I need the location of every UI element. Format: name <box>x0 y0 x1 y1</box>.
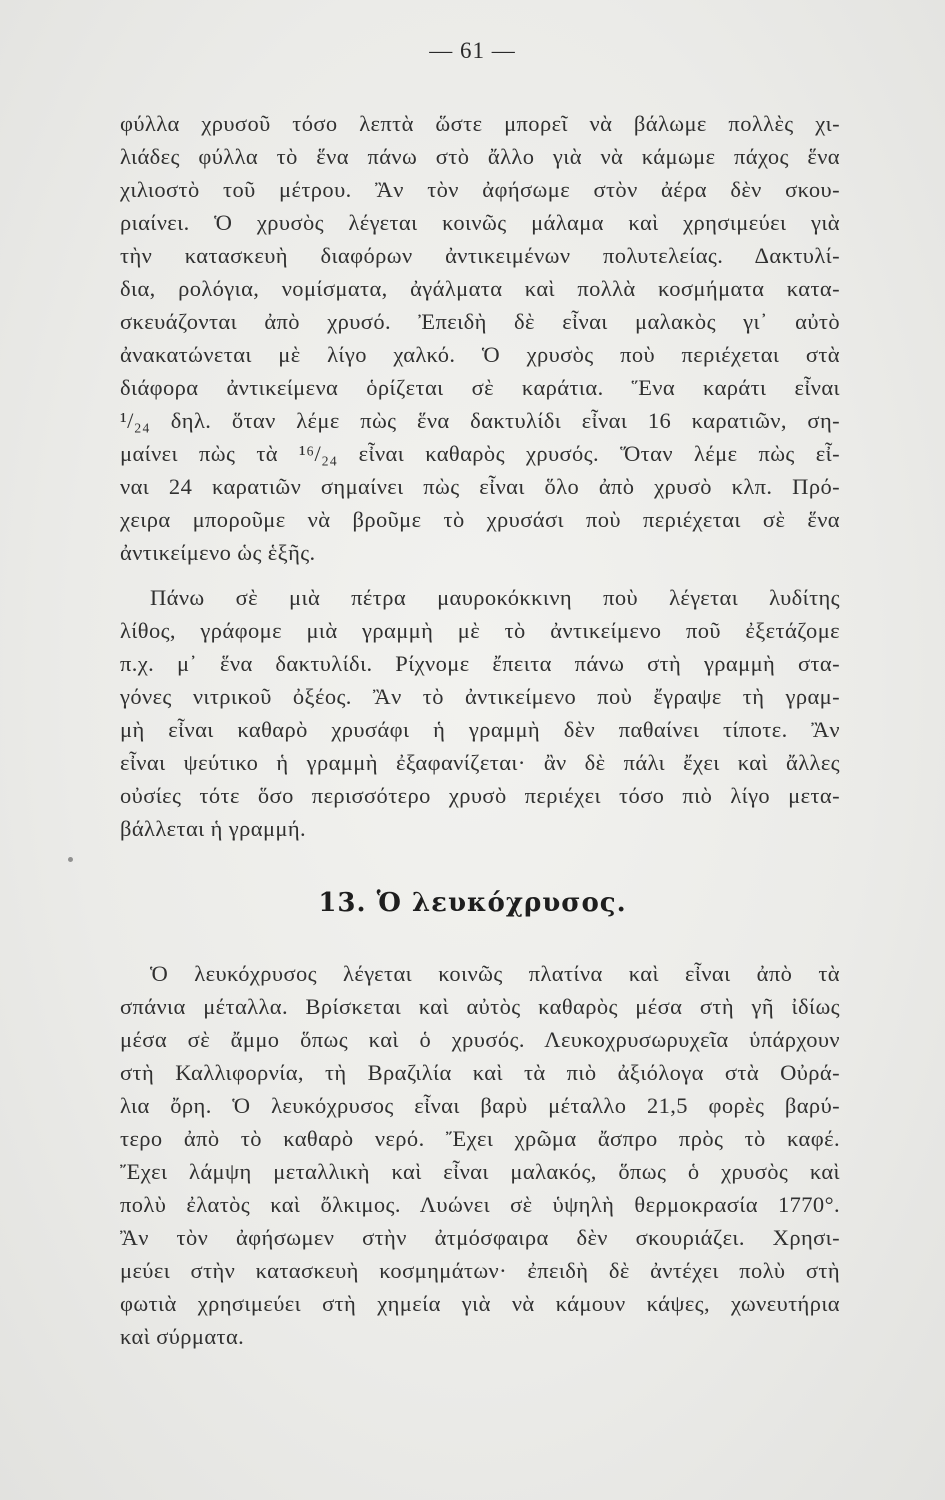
text-line: π.χ. μ᾿ ἕνα δακτυλίδι. Ρίχνομε ἔπειτα πάνω στὴ γραμμὴ στα- <box>120 651 840 676</box>
text-line: σκευάζονται ἀπὸ χρυσό. Ἐπειδὴ δὲ εἶναι μαλακὸς γι᾿ αὐτὸ <box>120 309 840 334</box>
text-line: καὶ σύρματα. <box>120 1324 245 1349</box>
page-number: — 61 — <box>429 38 516 63</box>
text-line: διάφορα ἀντικείμενα ὁρίζεται σὲ καράτια. Ἕνα καράτι εἶναι <box>120 375 840 400</box>
text-line: ριαίνει. Ὁ χρυσὸς λέγεται κοινῶς μάλαμα καὶ χρησιμεύει γιὰ <box>120 210 840 235</box>
text-line: Ὁ λευκόχρυσος λέγεται κοινῶς πλατίνα καὶ εἶναι ἀπὸ τὰ <box>150 961 840 986</box>
text-line: στὴ Καλλιφορνία, τὴ Βραζιλία καὶ τὰ πιὸ ἀξιόλογα στὰ Οὐρά- <box>120 1060 840 1085</box>
text-line: λιάδες φύλλα τὸ ἕνα πάνω στὸ ἄλλο γιὰ νὰ κάμωμε πάχος ἕνα <box>120 144 840 169</box>
text-line: λίθος, γράφομε μιὰ γραμμὴ μὲ τὸ ἀντικείμενο ποῦ ἐξετάζομε <box>120 618 840 643</box>
text-line: μὴ εἶναι καθαρὸ χρυσάφι ἡ γραμμὴ δὲν παθαίνει τίποτε. Ἂν <box>120 717 840 742</box>
text-line: τὴν κατασκευὴ διαφόρων ἀντικειμένων πολυτελείας. Δακτυλί- <box>120 243 840 268</box>
text-line: ἀνακατώνεται μὲ λίγο χαλκό. Ὁ χρυσὸς ποὺ περιέχεται στὰ <box>120 342 840 367</box>
text-line: ναι 24 καρατιῶν σημαίνει πὼς εἶναι ὅλο ἀπὸ χρυσὸ κλπ. Πρό- <box>120 474 840 499</box>
text-line: οὐσίες τότε ὅσο περισσότερο χρυσὸ περιέχει τόσο πιὸ λίγο μετα- <box>120 783 840 808</box>
ink-spot <box>68 857 73 862</box>
text-line: χειρα μποροῦμε νὰ βροῦμε τὸ χρυσάσι ποὺ περιέχεται σὲ ἕνα <box>120 507 840 532</box>
text-line: τερο ἀπὸ τὸ καθαρὸ νερό. Ἔχει χρῶμα ἄσπρο πρὸς τὸ καφέ. <box>120 1126 840 1151</box>
text-line: Ἂν τὸν ἀφήσωμεν στὴν ἀτμόσφαιρα δὲν σκουριάζει. Χρησι- <box>120 1225 840 1250</box>
text-line: πολὺ ἐλατὸς καὶ ὄλκιμος. Λυώνει σὲ ὑψηλὴ θερμοκρασία 1770°. <box>120 1192 840 1217</box>
text-line: εἶναι ψεύτικο ἡ γραμμὴ ἐξαφανίζεται· ἂν δὲ πάλι ἔχει καὶ ἄλλες <box>120 750 840 775</box>
text-line: βάλλεται ἡ γραμμή. <box>120 816 307 841</box>
text-line: ἀντικείμενο ὡς ἑξῆς. <box>120 540 316 565</box>
text-line: ¹/₂₄ δηλ. ὅταν λέμε πὼς ἕνα δακτυλίδι εἶναι 16 καρατιῶν, ση- <box>120 408 840 433</box>
text-line: φωτιὰ χρησιμεύει στὴ χημεία γιὰ νὰ κάμουν κάψες, χωνευτήρια <box>120 1291 840 1316</box>
text-line: λια ὄρη. Ὁ λευκόχρυσος εἶναι βαρὺ μέταλλο 21,5 φορὲς βαρύ- <box>120 1093 840 1118</box>
text-line: φύλλα χρυσοῦ τόσο λεπτὰ ὥστε μπορεῖ νὰ βάλωμε πολλὲς χι- <box>120 111 840 136</box>
text-line: μαίνει πὼς τὰ ¹⁶/₂₄ εἶναι καθαρὸς χρυσός. Ὅταν λέμε πὼς εἶ- <box>120 441 840 466</box>
text-line: γόνες νιτρικοῦ ὀξέος. Ἂν τὸ ἀντικείμενο ποὺ ἔγραψε τὴ γραμ- <box>120 684 840 709</box>
text-line: μεύει στὴν κατασκευὴ κοσμημάτων· ἐπειδὴ δὲ ἀντέχει πολὺ στὴ <box>120 1258 840 1283</box>
text-line: Ἔχει λάμψη μεταλλικὴ καὶ εἶναι μαλακός, ὅπως ὁ χρυσὸς καὶ <box>120 1159 840 1184</box>
text-line: σπάνια μέταλλα. Βρίσκεται καὶ αὐτὸς καθαρὸς μέσα στὴ γῆ ἰδίως <box>120 994 840 1019</box>
section-heading: 13. Ὁ λευκόχρυσος. <box>318 888 627 918</box>
text-line: χιλιοστὸ τοῦ μέτρου. Ἂν τὸν ἀφήσωμε στὸν ἀέρα δὲν σκου- <box>120 177 840 202</box>
text-line: μέσα σὲ ἄμμο ὅπως καὶ ὁ χρυσός. Λευκοχρυσωρυχεῖα ὑπάρχουν <box>120 1027 840 1052</box>
text-line: Πάνω σὲ μιὰ πέτρα μαυροκόκκινη ποὺ λέγεται λυδίτης <box>150 585 840 610</box>
text-line: δια, ρολόγια, νομίσματα, ἀγάλματα καὶ πολλὰ κοσμήματα κατα- <box>120 276 840 301</box>
